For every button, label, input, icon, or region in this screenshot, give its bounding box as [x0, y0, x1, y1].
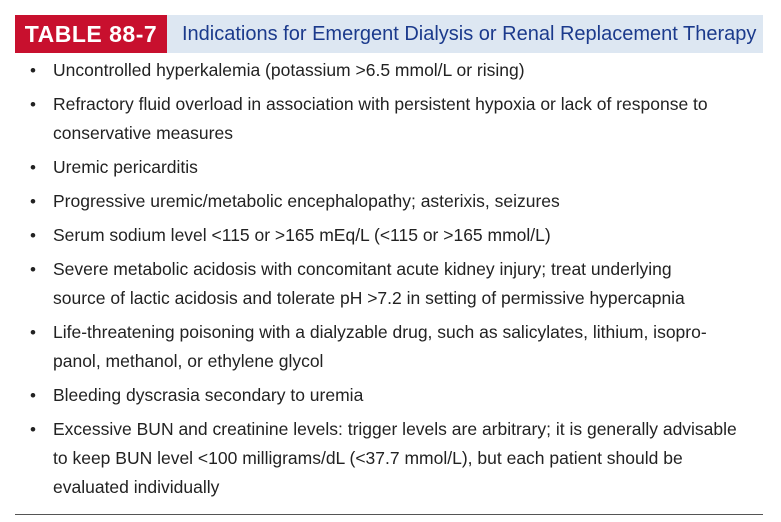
- bullet-icon: •: [30, 61, 36, 80]
- item-line: Uncontrolled hyperkalemia (potassium >6.5 mmol/L or rising): [53, 60, 525, 80]
- item-line: source of lactic acidosis and tolerate pH >7.2 in setting of permissive hypercapnia: [53, 288, 685, 308]
- item-line: Refractory fluid overload in association with persistent hypoxia or lack of response to: [53, 94, 708, 114]
- item-line: Excessive BUN and creatinine levels: trigger levels are arbitrary; it is generally advisable: [53, 419, 737, 439]
- bottom-divider: [15, 514, 763, 515]
- item-line: panol, methanol, or ethylene glycol: [53, 351, 324, 371]
- table-header: [15, 15, 763, 53]
- item-line: conservative measures: [53, 123, 233, 143]
- list-item: [30, 318, 760, 376]
- item-line: Severe metabolic acidosis with concomitant acute kidney injury; treat underlying: [53, 259, 672, 279]
- list-item: [30, 255, 760, 313]
- bullet-icon: •: [30, 192, 36, 211]
- list-item: [30, 187, 760, 216]
- list-item: [30, 221, 760, 250]
- list-item: [30, 56, 760, 85]
- item-line: Uremic pericarditis: [53, 157, 198, 177]
- table-number-tag: TABLE 88-7: [15, 15, 167, 53]
- item-line: Serum sodium level <115 or >165 mEq/L (<115 or >165 mmol/L): [53, 225, 551, 245]
- item-line: Progressive uremic/metabolic encephalopathy; asterixis, seizures: [53, 191, 560, 211]
- item-line: Bleeding dyscrasia secondary to uremia: [53, 385, 364, 405]
- item-line: to keep BUN level <100 milligrams/dL (<37.7 mmol/L), but each patient should be: [53, 448, 683, 468]
- list-item: [30, 415, 760, 502]
- bullet-icon: •: [30, 323, 36, 342]
- bullet-icon: •: [30, 260, 36, 279]
- item-line: Life-threatening poisoning with a dialyzable drug, such as salicylates, lithium, isopro-: [53, 322, 707, 342]
- list-item: [30, 381, 760, 410]
- indications-list: [30, 56, 760, 507]
- bullet-icon: •: [30, 386, 36, 405]
- bullet-icon: •: [30, 95, 36, 114]
- bullet-icon: •: [30, 420, 36, 439]
- bullet-icon: •: [30, 158, 36, 177]
- table-title: Indications for Emergent Dialysis or Renal Replacement Therapy: [182, 23, 757, 45]
- bullet-icon: •: [30, 226, 36, 245]
- list-item: [30, 153, 760, 182]
- list-item: [30, 90, 760, 148]
- item-line: evaluated individually: [53, 477, 220, 497]
